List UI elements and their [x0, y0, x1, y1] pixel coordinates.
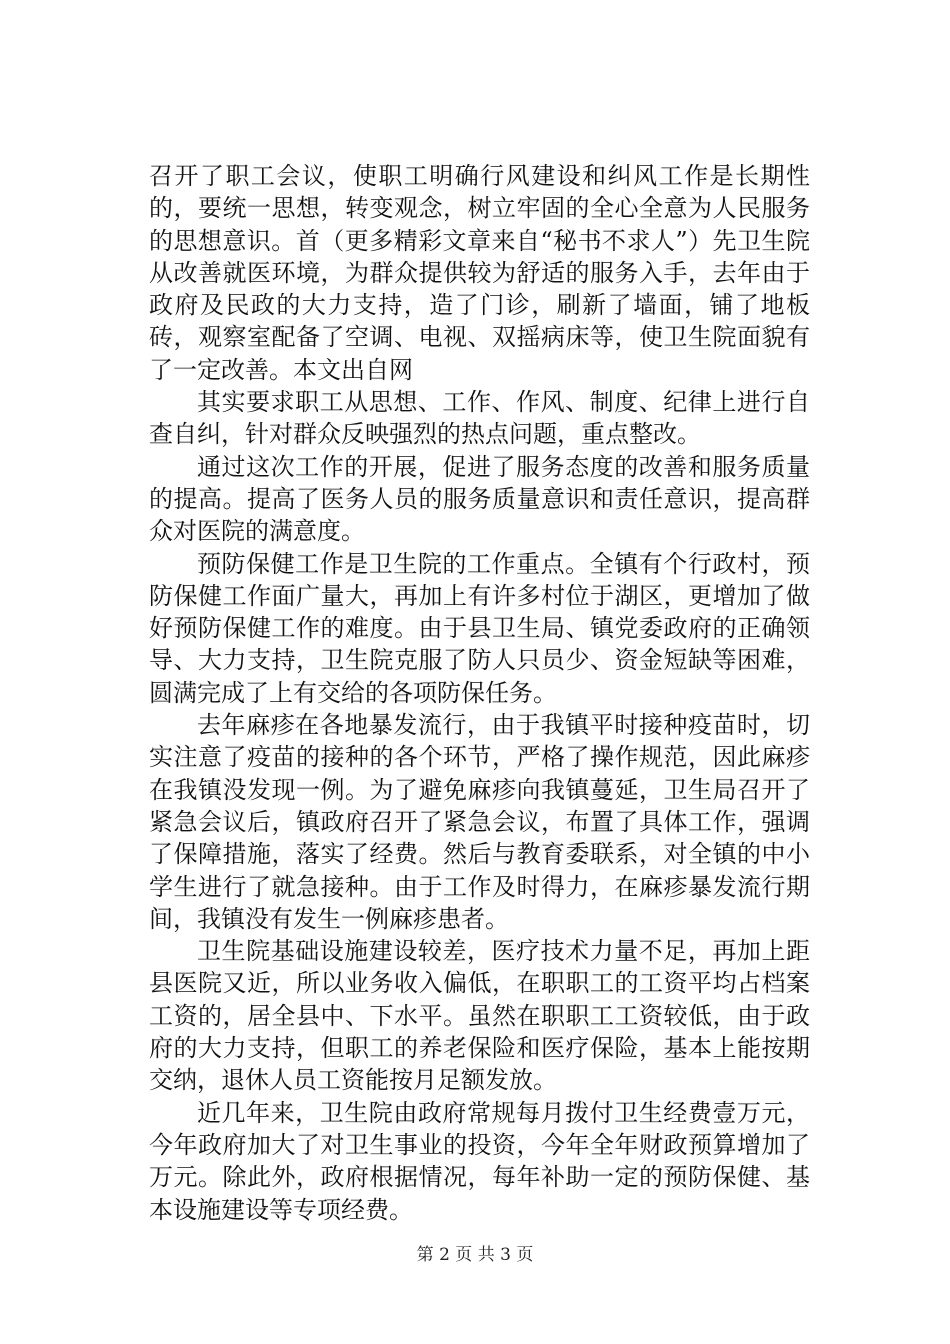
paragraph: 去年麻疹在各地暴发流行，由于我镇平时接种疫苗时，切实注意了疫苗的接种的各个环节，严格了操作规范，因此麻疹在我镇没发现一例。为了避免麻疹向我镇蔓延，卫生局召开了紧急会议后，镇政府召开了紧急会议，布置了具体工作，强调了保障措施，落实了经费。然后与教育委联系，对全镇的中小学生进行了就急接种。由于工作及时得力，在麻疹暴发流行期间，我镇没有发生一例麻疹患者。: [149, 711, 810, 933]
paragraph: 近几年来，卫生院由政府常规每月拨付卫生经费壹万元，今年政府加大了对卫生事业的投资，今年全年财政预算增加了万元。除此外，政府根据情况，每年补助一定的预防保健、基本设施建设等专项经费。: [149, 1098, 810, 1224]
paragraph: 卫生院基础设施建设较差，医疗技术力量不足，再加上距县医院又近，所以业务收入偏低，在职职工的工资平均占档案工资的，居全县中、下水平。虽然在职职工工资较低，由于政府的大力支持，但职工的养老保险和医疗保险，基本上能按期交纳，退休人员工资能按月足额发放。: [149, 937, 810, 1095]
paragraph: 召开了职工会议，使职工明确行风建设和纠风工作是长期性的，要统一思想，转变观念，树立牢固的全心全意为人民服务的思想意识。首（更多精彩文章来自“秘书不求人”）先卫生院从改善就医环境，为群众提供较为舒适的服务入手，去年由于政府及民政的大力支持，造了门诊，刷新了墙面，铺了地板砖，观察室配备了空调、电视、双摇病床等，使卫生院面貌有了一定改善。本文出自网: [149, 162, 810, 384]
document-body: [149, 160, 810, 1226]
paragraph: 其实要求职工从思想、工作、作风、制度、纪律上进行自查自纠，针对群众反映强烈的热点问题，重点整改。: [149, 388, 810, 449]
paragraph: 通过这次工作的开展，促进了服务态度的改善和服务质量的提高。提高了医务人员的服务质量意识和责任意识，提高群众对医院的满意度。: [149, 452, 810, 546]
page-number-footer: 第 2 页 共 3 页: [416, 1245, 534, 1265]
paragraph: 预防保健工作是卫生院的工作重点。全镇有个行政村，预防保健工作面广量大，再加上有许多村位于湖区，更增加了做好预防保健工作的难度。由于县卫生局、镇党委政府的正确领导、大力支持，卫生院克服了防人只员少、资金短缺等困难，圆满完成了上有交给的各项防保任务。: [149, 549, 810, 707]
